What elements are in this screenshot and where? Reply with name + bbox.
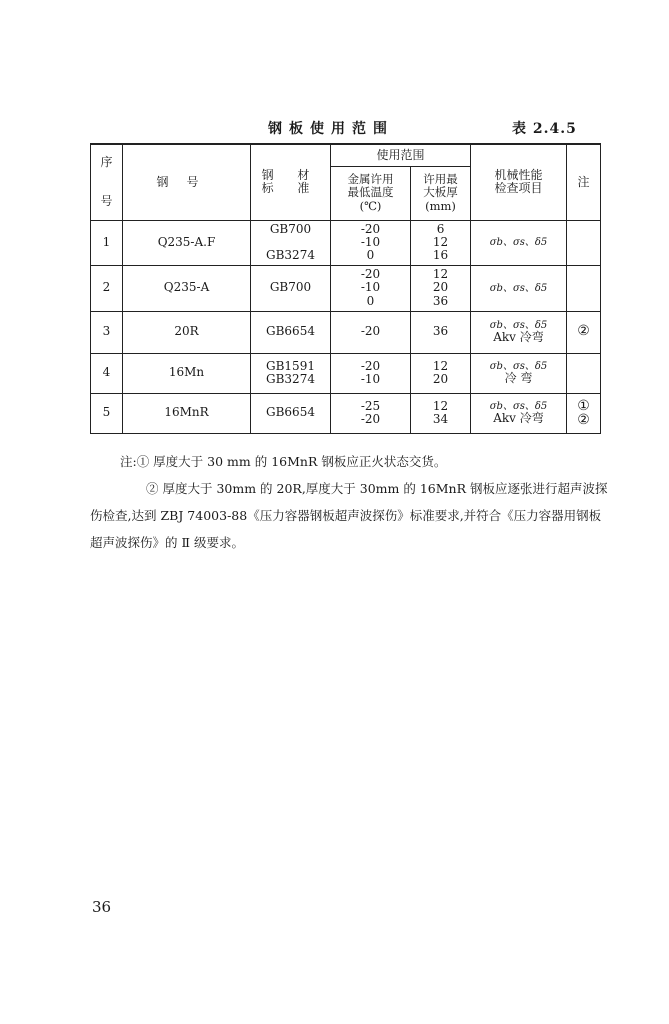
row-note [567,265,601,311]
row-max-thicks: 12 20 36 [411,265,471,311]
table-notes [90,448,610,556]
row-standard: GB6654 [251,311,331,353]
row-min-temps: -20 [331,311,411,353]
row-mech-props: σb、σs、δ5 Akv 冷弯 [471,311,567,353]
row-grade: Q235-A [123,265,251,311]
row-no: 1 [91,220,123,265]
row-mech-props: σb、σs、δ5 冷 弯 [471,353,567,393]
table-title: 钢板使用范围 [268,121,394,137]
row-max-thicks: 6 12 16 [411,220,471,265]
row-grade: 16MnR [123,393,251,433]
row-min-temps: -20 -10 0 [331,265,411,311]
note-2: ② 厚度大于 30mm 的 20R,厚度大于 30mm 的 16MnR 钢板应逐张进行超声波探伤检查,达到 ZBJ 74003-88《压力容器钢板超声波探伤》标准要求,并符合《压力容器用钢板超声波探伤》的 Ⅱ 级要求。 [90,481,608,550]
row-mech-props: σb、σs、δ5 Akv 冷弯 [471,393,567,433]
row-min-temps: -20 -10 0 [331,220,411,265]
row-max-thicks: 12 34 [411,393,471,433]
row-standard: GB6654 [251,393,331,433]
row-standard: GB700 GB3274 [251,220,331,265]
steel-plate-usage-table [90,143,601,434]
row-mech-props: σb、σs、δ5 [471,220,567,265]
header-usage-range: 使用范围 [331,144,471,166]
row-note: ① ② [567,393,601,433]
header-mech-props: 机械性能 检查项目 [471,144,567,220]
row-max-thicks: 36 [411,311,471,353]
row-no: 5 [91,393,123,433]
row-min-temps: -25 -20 [331,393,411,433]
row-grade: 16Mn [123,353,251,393]
row-standard: GB1591 GB3274 [251,353,331,393]
header-max-thickness: 许用最 大板厚 (mm) [411,166,471,220]
row-no: 2 [91,265,123,311]
header-grade: 钢号 [123,144,251,220]
table-row [91,311,601,353]
row-no: 3 [91,311,123,353]
row-no: 4 [91,353,123,393]
row-max-thicks: 12 20 [411,353,471,393]
row-note [567,353,601,393]
row-standard: GB700 [251,265,331,311]
row-mech-props: σb、σs、δ5 [471,265,567,311]
table-row [91,393,601,433]
table-number: 表 2.4.5 [512,121,577,137]
table-row [91,265,601,311]
row-note [567,220,601,265]
row-grade: 20R [123,311,251,353]
header-standard: 钢 材 标 准 [251,144,331,220]
header-note: 注 [567,144,601,220]
row-note: ② [567,311,601,353]
row-grade: Q235-A.F [123,220,251,265]
page-number: 36 [92,898,112,916]
header-no: 序 号 [91,144,123,220]
table-row [91,220,601,265]
row-min-temps: -20 -10 [331,353,411,393]
header-min-temp: 金属许用 最低温度 (℃) [331,166,411,220]
table-row [91,353,601,393]
note-1: 注:① 厚度大于 30 mm 的 16MnR 钢板应正火状态交货。 [120,454,447,469]
